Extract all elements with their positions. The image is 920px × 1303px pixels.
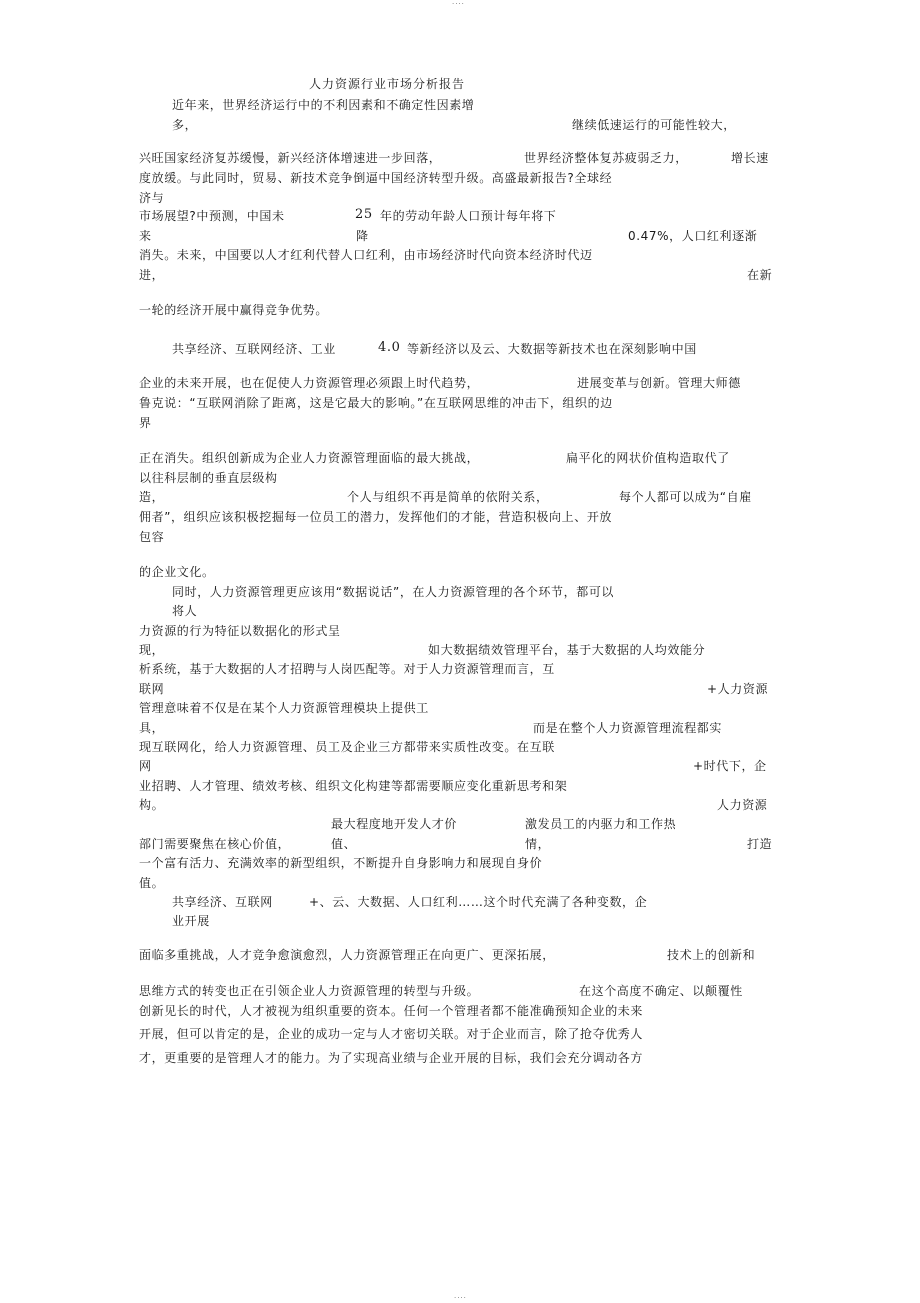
text-line: 增长速 — [731, 151, 769, 165]
text-line: 企业的未来开展，也在促使人力资源管理必须跟上时代趋势， — [139, 376, 480, 390]
text-line: +、云、大数据、人口红利……这个时代充满了各种变数，企 — [309, 895, 648, 909]
text-line: 激发员工的内驱力和工作热 — [525, 817, 677, 831]
text-line: 市场展望?中预测，中国未 — [139, 209, 285, 223]
document-title: 人力资源行业市场分析报告 — [309, 77, 466, 91]
text-line: 同时，人力资源管理更应该用“数据说话”，在人力资源管理的各个环节，都可以 — [172, 585, 615, 599]
text-line: 进， — [139, 268, 165, 282]
text-line: +人力资源 — [707, 682, 769, 696]
text-line: 创新见长的时代，人才被视为组织重要的资本。任何一个管理者都不能准确预知企业的未来 — [139, 1004, 644, 1018]
text-line: 值、 — [331, 837, 357, 851]
text-line: 人力资源 — [717, 798, 768, 812]
text-line: 正在消失。组织创新成为企业人力资源管理面临的最大挑战， — [139, 451, 480, 465]
text-line: 现互联网化，给人力资源管理、员工及企业三方都带来实质性改变。在互联 — [139, 740, 555, 754]
text-line: 一个富有活力、充满效率的新型组织，不断提升自身影响力和展现自身价 — [139, 856, 543, 870]
text-line: 每个人都可以成为“自雇 — [619, 490, 752, 504]
text-line: 管理意味着不仅是在某个人力资源管理模块上提供工 — [139, 701, 429, 715]
text-line: 等新经济以及云、大数据等新技术也在深刻影响中国 — [407, 342, 697, 356]
text-line: 将人 — [172, 604, 198, 618]
text-line: 济与 — [139, 191, 165, 205]
text-line: 年的劳动年龄人口预计每年将下 — [380, 209, 557, 223]
text-line: 而是在整个人力资源管理流程都实 — [533, 721, 723, 735]
text-line: 在这个高度不确定、以颠覆性 — [579, 984, 743, 998]
text-line: 构。 — [139, 798, 165, 812]
text-line: 网 — [139, 759, 152, 773]
text-line: 业招聘、人才管理、绩效考核、组织文化构建等都需要顺应变化重新思考和架 — [139, 779, 568, 793]
text-line: +时代下，企 — [693, 759, 767, 773]
text-line: 现， — [139, 643, 165, 657]
text-line: 在新 — [747, 268, 773, 282]
text-line: 打造 — [747, 837, 773, 851]
text-line: 扁平化的网状价值构造取代了 — [566, 451, 730, 465]
text-line: 情， — [525, 837, 551, 851]
text-line: 降 — [356, 229, 369, 243]
text-line: 业开展 — [172, 914, 210, 928]
text-line: 界 — [139, 416, 152, 430]
text-line: 值。 — [139, 876, 165, 890]
top-page-mark: ···· — [452, 0, 465, 8]
text-line: 兴旺国家经济复苏缓慢，新兴经济体增速进一步回落， — [139, 151, 442, 165]
text-line: 近年来，世界经济运行中的不利因素和不确定性因素增 — [172, 98, 475, 112]
text-line: 的企业文化。 — [139, 565, 215, 579]
text-line: 继续低速运行的可能性较大， — [572, 118, 736, 132]
text-line: 共享经济、互联网 — [172, 895, 273, 909]
text-line: 如大数据绩效管理平台，基于大数据的人均效能分 — [428, 643, 706, 657]
text-line: 0.47%，人口红利逐渐 — [628, 229, 758, 243]
text-line: 包容 — [139, 530, 165, 544]
text-line: 部门需要聚焦在核心价值， — [139, 837, 291, 851]
text-line: 世界经济整体复苏疲弱乏力， — [524, 151, 688, 165]
text-line: 25 — [355, 207, 373, 222]
text-line: 4.0 — [378, 340, 401, 355]
text-line: 一轮的经济开展中赢得竞争优势。 — [139, 303, 329, 317]
text-line: 鲁克说：“互联网消除了距离，这是它最大的影响。”在互联网思维的冲击下，组织的边 — [139, 396, 613, 410]
text-line: 消失。未来，中国要以人才红利代替人口红利，由市场经济时代向资本经济时代迈 — [139, 248, 593, 262]
text-line: 开展，但可以肯定的是，企业的成功一定与人才密切关联。对于企业而言，除了抢夺优秀人 — [139, 1027, 644, 1041]
text-line: 联网 — [139, 682, 165, 696]
text-line: 进展变革与创新。管理大师德 — [577, 376, 741, 390]
text-line: 以往科层制的垂直层级构 — [139, 471, 278, 485]
text-line: 最大程度地开发人才价 — [331, 817, 458, 831]
text-line: 来 — [139, 229, 152, 243]
text-line: 才，更重要的是管理人才的能力。为了实现高业绩与企业开展的目标，我们会充分调动各方 — [139, 1051, 644, 1065]
bottom-page-mark: ···· — [454, 1294, 467, 1302]
text-line: 技术上的创新和 — [667, 948, 756, 962]
text-line: 力资源的行为特征以数据化的形式呈 — [139, 624, 341, 638]
text-line: 个人与组织不再是简单的依附关系， — [347, 490, 549, 504]
text-line: 具， — [139, 721, 165, 735]
text-line: 思维方式的转变也正在引领企业人力资源管理的转型与升级。 — [139, 984, 480, 998]
text-line: 佣者”，组织应该积极挖掘每一位员工的潜力，发挥他们的才能，营造积极向上、开放 — [139, 510, 613, 524]
text-line: 析系统，基于大数据的人才招聘与人岗匹配等。对于人力资源管理而言，互 — [139, 662, 555, 676]
text-line: 面临多重挑战，人才竞争愈演愈烈，人力资源管理正在向更广、更深拓展， — [139, 948, 555, 962]
text-line: 造， — [139, 490, 165, 504]
text-line: 多， — [172, 118, 198, 132]
text-line: 共享经济、互联网经济、工业 — [172, 342, 336, 356]
text-line: 度放缓。与此同时，贸易、新技术竞争倒逼中国经济转型升级。高盛最新报告?全球经 — [139, 171, 613, 185]
